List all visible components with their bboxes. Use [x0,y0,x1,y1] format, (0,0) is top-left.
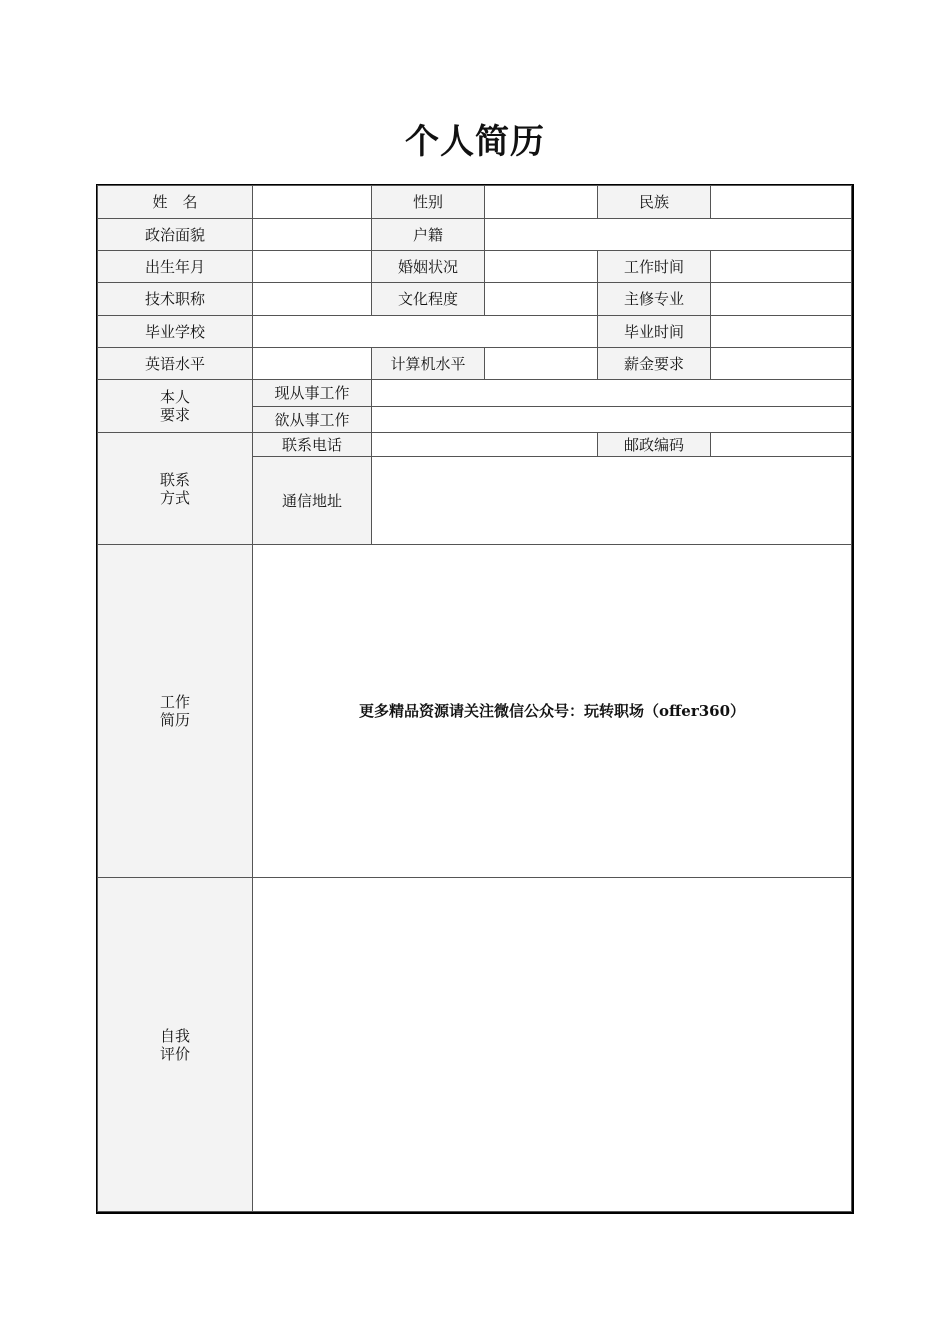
self-evaluation-label-line2: 评价 [159,1044,190,1063]
name-field[interactable] [253,186,372,219]
row-english-level [98,348,852,380]
row-name [98,186,852,219]
graduation-time-field[interactable] [711,316,852,348]
work-history-label-line2: 简历 [159,711,190,729]
work-start-label: 工作时间 [598,251,711,283]
ethnicity-label: 民族 [598,186,711,219]
page-title: 个人简历 [405,122,545,162]
work-history-note: 更多精品资源请关注微信公众号：玩转职场（offer360） [358,702,746,720]
self-evaluation-label [98,878,253,1212]
salary-expectation-field[interactable] [711,348,852,380]
ethnicity-field[interactable] [711,186,852,219]
row-self-evaluation [98,878,852,1212]
household-registration-field[interactable] [485,219,852,251]
phone-field[interactable] [372,433,598,457]
computer-level-field[interactable] [485,348,598,380]
current-job-label: 现从事工作 [253,380,372,407]
marital-status-field[interactable] [485,251,598,283]
work-history-label [98,545,253,878]
graduated-school-field[interactable] [253,316,598,348]
resume-form [97,185,852,1212]
gender-field[interactable] [485,186,598,219]
work-start-field[interactable] [711,251,852,283]
row-political-status [98,219,852,251]
work-history-field[interactable] [253,545,852,878]
contact-label-line1: 联系 [159,470,190,489]
major-label: 主修专业 [598,283,711,316]
postal-code-label: 邮政编码 [598,433,711,457]
work-history-label-line1: 工作 [159,693,190,711]
technical-title-label: 技术职称 [98,283,253,316]
graduated-school-label: 毕业学校 [98,316,253,348]
desired-job-label: 欲从事工作 [253,407,372,433]
technical-title-field[interactable] [253,283,372,316]
desired-job-field[interactable] [372,407,852,433]
name-label: 姓 名 [98,186,253,219]
row-work-history [98,545,852,878]
birth-date-label: 出生年月 [98,251,253,283]
political-status-field[interactable] [253,219,372,251]
address-field[interactable] [372,457,852,545]
self-evaluation-label-line1: 自我 [159,1026,190,1045]
household-registration-label: 户籍 [372,219,485,251]
phone-label: 联系电话 [253,433,372,457]
row-phone [98,433,852,457]
education-level-label: 文化程度 [372,283,485,316]
salary-expectation-label: 薪金要求 [598,348,711,380]
current-job-field[interactable] [372,380,852,407]
birth-date-field[interactable] [253,251,372,283]
contact-label [98,433,253,545]
marital-status-label: 婚姻状况 [372,251,485,283]
computer-level-label: 计算机水平 [372,348,485,380]
gender-label: 性别 [372,186,485,219]
requirements-label [98,380,253,433]
contact-label-line2: 方式 [159,488,190,507]
row-current-job [98,380,852,407]
self-evaluation-field[interactable] [253,878,852,1212]
education-level-field[interactable] [485,283,598,316]
address-label: 通信地址 [253,457,372,545]
requirements-label-line2: 要求 [159,406,190,424]
english-level-field[interactable] [253,348,372,380]
major-field[interactable] [711,283,852,316]
postal-code-field[interactable] [711,433,852,457]
row-graduated-school [98,316,852,348]
requirements-label-line1: 本人 [159,388,190,406]
english-level-label: 英语水平 [98,348,253,380]
graduation-time-label: 毕业时间 [598,316,711,348]
political-status-label: 政治面貌 [98,219,253,251]
row-birth-date [98,251,852,283]
row-technical-title [98,283,852,316]
